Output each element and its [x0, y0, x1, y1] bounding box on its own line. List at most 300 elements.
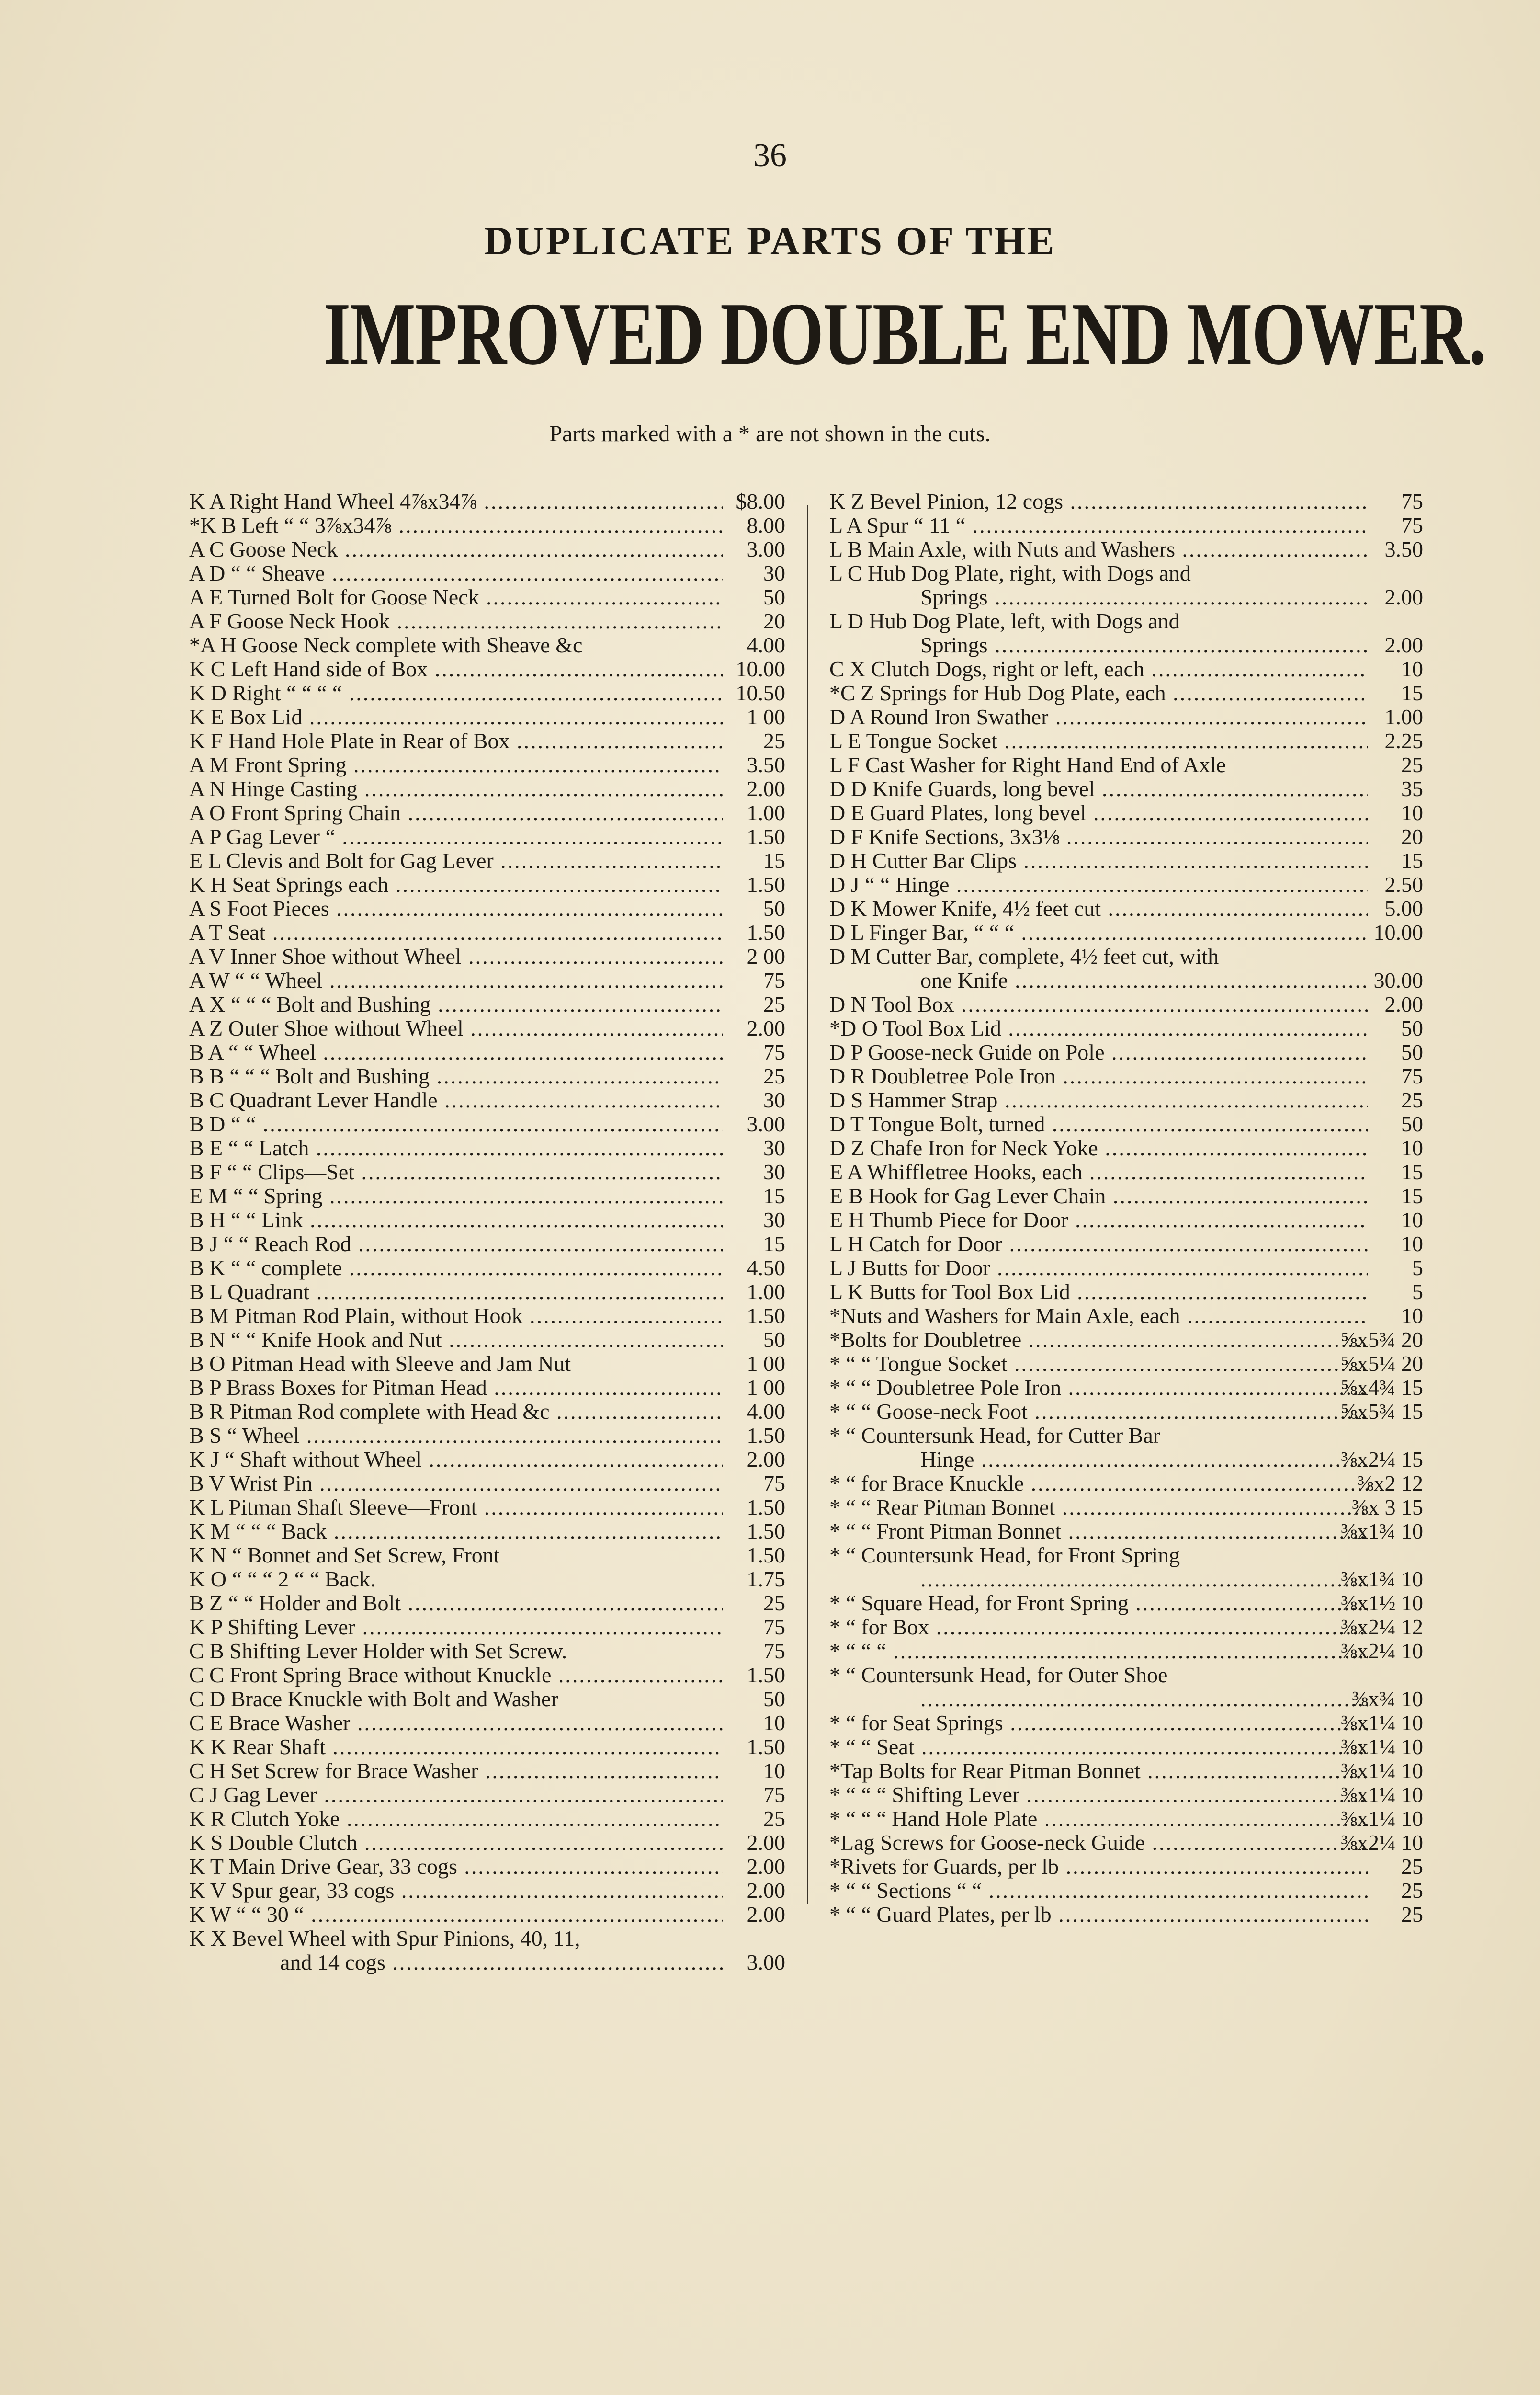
part-price: 5: [1412, 1255, 1423, 1280]
part-row: [829, 1807, 1423, 1831]
part-row: [189, 1088, 785, 1112]
part-row: [829, 1519, 1423, 1543]
part-row: [189, 1448, 785, 1471]
note-text: Parts marked with a * are not shown in the cuts.: [549, 421, 991, 446]
part-description: *D O Tool Box Lid .....: [829, 1016, 1368, 1040]
part-price: 10: [763, 1711, 785, 1735]
part-row: [829, 801, 1423, 825]
part-description: K D Right “ “ “ “ .....: [189, 681, 723, 705]
part-price: 4.50: [747, 1255, 785, 1280]
part-row: [189, 1112, 785, 1136]
part-row: [829, 1567, 1423, 1591]
part-price: 3.00: [747, 537, 785, 561]
part-price: 1.50: [747, 1303, 785, 1328]
part-price: 30.00: [1373, 968, 1423, 992]
part-row: [189, 1040, 785, 1064]
part-price: ⅜x2¼ 10: [1340, 1830, 1423, 1855]
part-row: [189, 657, 785, 681]
part-description: D H Cutter Bar Clips .....: [829, 849, 1368, 873]
part-description: D E Guard Plates, long bevel .....: [829, 801, 1368, 825]
part-description: K K Rear Shaft .....: [189, 1735, 723, 1759]
part-row: [829, 1232, 1423, 1256]
part-row: [189, 1064, 785, 1088]
part-description: B H “ “ Link .....: [189, 1208, 723, 1232]
part-row: [189, 1903, 785, 1927]
part-description: * “ “ “ Hand Hole Plate .....: [829, 1807, 1368, 1831]
part-row: [189, 1783, 785, 1807]
part-price: 10: [1401, 1232, 1423, 1256]
part-description: B D “ “ .....: [189, 1112, 723, 1136]
part-price: ⅜x2 12: [1357, 1471, 1423, 1495]
part-description: D N Tool Box .....: [829, 992, 1368, 1016]
part-row: [829, 1831, 1423, 1855]
part-price: 2.00: [747, 1447, 785, 1471]
part-row: [189, 490, 785, 513]
part-description: *Lag Screws for Goose-neck Guide .....: [829, 1831, 1368, 1855]
part-row: [189, 1759, 785, 1783]
part-description: K J “ Shaft without Wheel .....: [189, 1448, 723, 1471]
part-description: * “ “ “ .....: [829, 1639, 1368, 1663]
part-description: K O “ “ “ 2 “ “ Back.: [189, 1567, 376, 1591]
part-row: [189, 1016, 785, 1040]
part-description: B C Quadrant Lever Handle .....: [189, 1088, 723, 1112]
part-row: [829, 1400, 1423, 1424]
part-description: L C Hub Dog Plate, right, with Dogs and: [829, 561, 1191, 585]
part-row: [829, 513, 1423, 537]
part-description: [829, 1687, 1368, 1711]
part-price: 2.00: [1384, 992, 1423, 1016]
part-description: B V Wrist Pin .....: [189, 1471, 723, 1495]
part-description: E H Thumb Piece for Door .....: [829, 1208, 1368, 1232]
part-price: 1.75: [747, 1567, 785, 1591]
part-price: 1 00: [747, 1375, 785, 1400]
part-price: 75: [763, 1615, 785, 1639]
part-row: [189, 945, 785, 969]
part-description: A E Turned Bolt for Goose Neck .....: [189, 585, 723, 609]
part-row: [189, 849, 785, 873]
part-row: [189, 1687, 785, 1711]
part-row: [829, 1903, 1423, 1927]
part-row: [189, 1519, 785, 1543]
part-description: * “ Countersunk Head, for Front Spring: [829, 1543, 1180, 1567]
part-price: 2.00: [747, 1016, 785, 1040]
part-row: [829, 1783, 1423, 1807]
part-description: * “ Square Head, for Front Spring .....: [829, 1591, 1368, 1615]
part-row: [189, 825, 785, 849]
part-description: A P Gag Lever “ .....: [189, 825, 723, 849]
part-row: [829, 753, 1423, 777]
part-price: 4.00: [747, 1399, 785, 1424]
part-row: [829, 1711, 1423, 1735]
part-description: A S Foot Pieces .....: [189, 897, 723, 921]
part-price: 15: [1401, 1184, 1423, 1208]
part-row: [829, 1687, 1423, 1711]
part-price: 2.00: [747, 1902, 785, 1927]
part-row: [829, 657, 1423, 681]
part-description: C J Gag Lever .....: [189, 1783, 723, 1807]
part-price: 50: [1401, 1112, 1423, 1136]
column-divider: [807, 505, 808, 1904]
part-row: [189, 1855, 785, 1879]
part-row: [189, 1831, 785, 1855]
part-row: [189, 1711, 785, 1735]
part-price: 2.50: [1384, 872, 1423, 897]
part-price: 20: [763, 609, 785, 633]
part-description: Springs .....: [829, 633, 1368, 657]
part-price: 15: [1401, 681, 1423, 705]
part-price: 2.25: [1384, 729, 1423, 753]
part-price: 75: [1401, 489, 1423, 513]
part-price: 10: [1401, 1303, 1423, 1328]
part-price: 25: [763, 1064, 785, 1088]
part-price: ⅝x5¾ 15: [1340, 1399, 1423, 1424]
part-row: [829, 1471, 1423, 1495]
part-row: [189, 1352, 785, 1376]
part-price: 30: [763, 1136, 785, 1160]
part-row: [829, 1376, 1423, 1400]
part-row: [189, 777, 785, 801]
part-description: B N “ “ Knife Hook and Nut .....: [189, 1328, 723, 1352]
part-description: K V Spur gear, 33 cogs .....: [189, 1879, 723, 1903]
part-price: 25: [1401, 753, 1423, 777]
part-row: [829, 1328, 1423, 1352]
part-description: L B Main Axle, with Nuts and Washers .....: [829, 537, 1368, 561]
part-description: D D Knife Guards, long bevel .....: [829, 777, 1368, 801]
part-row: [189, 1160, 785, 1184]
part-description: B K “ “ complete .....: [189, 1256, 723, 1280]
part-row: [189, 1280, 785, 1304]
part-row: [829, 1280, 1423, 1304]
part-row: [829, 873, 1423, 897]
part-row: [829, 1160, 1423, 1184]
part-price: 10: [1401, 657, 1423, 681]
part-description: C H Set Screw for Brace Washer .....: [189, 1759, 723, 1783]
part-description: B P Brass Boxes for Pitman Head .....: [189, 1376, 723, 1400]
part-row: [829, 897, 1423, 921]
part-price: 1.50: [747, 1734, 785, 1759]
part-description: A O Front Spring Chain .....: [189, 801, 723, 825]
part-price: 25: [763, 729, 785, 753]
part-row: [189, 1136, 785, 1160]
part-description: C E Brace Washer .....: [189, 1711, 723, 1735]
part-price: 25: [1401, 1902, 1423, 1927]
part-row: [189, 1950, 785, 1974]
part-description: E M “ “ Spring .....: [189, 1184, 723, 1208]
part-description: A T Seat .....: [189, 921, 723, 945]
part-description: K A Right Hand Wheel 4⅞x34⅞ .....: [189, 490, 723, 513]
part-price: ⅜x1½ 10: [1340, 1591, 1423, 1615]
part-description: D F Knife Sections, 3x3⅛ .....: [829, 825, 1368, 849]
part-price: 30: [763, 1160, 785, 1184]
part-price: 5.00: [1384, 896, 1423, 921]
part-description: L A Spur “ 11 “ .....: [829, 513, 1368, 537]
part-description: A Z Outer Shoe without Wheel .....: [189, 1016, 723, 1040]
part-row: [829, 1424, 1423, 1448]
part-price: 1.50: [747, 872, 785, 897]
part-price: ⅝x5¾ 20: [1340, 1327, 1423, 1352]
part-price: 10: [1401, 1208, 1423, 1232]
part-row: [189, 537, 785, 561]
part-row: [189, 1591, 785, 1615]
part-row: [189, 1376, 785, 1400]
part-price: 15: [1401, 1160, 1423, 1184]
part-price: 50: [763, 1687, 785, 1711]
part-price: 15: [1401, 848, 1423, 873]
part-row: [829, 490, 1423, 513]
part-row: [829, 969, 1423, 992]
part-description: D L Finger Bar, “ “ “ .....: [829, 921, 1368, 945]
part-price: 2.00: [747, 1830, 785, 1855]
part-price: 15: [763, 848, 785, 873]
part-row: [189, 1208, 785, 1232]
part-price: ⅜x1¼ 10: [1340, 1806, 1423, 1831]
part-row: [829, 1591, 1423, 1615]
part-row: [189, 633, 785, 657]
part-price: 25: [763, 1591, 785, 1615]
part-row: [189, 1735, 785, 1759]
part-description: * “ Countersunk Head, for Cutter Bar: [829, 1424, 1161, 1448]
part-description: Springs .....: [829, 585, 1368, 609]
part-row: [189, 992, 785, 1016]
part-price: 1.50: [747, 1423, 785, 1448]
part-row: [829, 1448, 1423, 1471]
part-description: L D Hub Dog Plate, left, with Dogs and: [829, 609, 1180, 633]
part-description: * “ “ Tongue Socket .....: [829, 1352, 1368, 1376]
part-description: *Tap Bolts for Rear Pitman Bonnet .....: [829, 1759, 1368, 1783]
part-row: [189, 1424, 785, 1448]
part-description: *A H Goose Neck complete with Sheave &c: [189, 633, 583, 657]
part-description: L K Butts for Tool Box Lid .....: [829, 1280, 1368, 1304]
part-row: [829, 1088, 1423, 1112]
part-description: A X “ “ “ Bolt and Bushing .....: [189, 992, 723, 1016]
part-description: E A Whiffletree Hooks, each .....: [829, 1160, 1368, 1184]
part-row: [829, 777, 1423, 801]
part-description: A F Goose Neck Hook .....: [189, 609, 723, 633]
part-price: 30: [763, 1208, 785, 1232]
part-row: [829, 681, 1423, 705]
part-description: * “ “ Guard Plates, per lb .....: [829, 1903, 1368, 1927]
part-price: ⅜x2¼ 15: [1340, 1447, 1423, 1471]
part-description: B L Quadrant .....: [189, 1280, 723, 1304]
part-row: [189, 873, 785, 897]
part-description: K Z Bevel Pinion, 12 cogs .....: [829, 490, 1368, 513]
part-price: 10.00: [736, 657, 785, 681]
part-price: 2.00: [747, 1878, 785, 1903]
part-description: B Z “ “ Holder and Bolt .....: [189, 1591, 723, 1615]
header-title: IMPROVED DOUBLE END MOWER.: [324, 285, 1485, 383]
part-row: [829, 1735, 1423, 1759]
parts-list-right: [829, 490, 1423, 1927]
part-price: 1.00: [747, 1279, 785, 1304]
part-description: D R Doubletree Pole Iron .....: [829, 1064, 1368, 1088]
part-price: 10.00: [1373, 920, 1423, 945]
part-row: [189, 1615, 785, 1639]
part-price: 1.50: [747, 824, 785, 849]
part-description: K X Bevel Wheel with Spur Pinions, 40, 11,: [189, 1927, 580, 1950]
part-row: [189, 1495, 785, 1519]
part-row: [829, 1855, 1423, 1879]
part-description: L E Tongue Socket .....: [829, 729, 1368, 753]
part-price: 2.00: [747, 1854, 785, 1879]
part-description: *Nuts and Washers for Main Axle, each .....: [829, 1304, 1368, 1328]
part-row: [189, 513, 785, 537]
part-row: [829, 1495, 1423, 1519]
part-price: ⅜x1¾ 10: [1340, 1519, 1423, 1543]
part-price: 10.50: [736, 681, 785, 705]
part-description: D S Hammer Strap .....: [829, 1088, 1368, 1112]
part-price: 3.00: [747, 1950, 785, 1974]
part-price: 2.00: [1384, 633, 1423, 657]
part-price: 1.00: [1384, 705, 1423, 729]
part-description: * “ for Box .....: [829, 1615, 1368, 1639]
part-description: one Knife .....: [829, 969, 1368, 992]
part-price: ⅜x1¼ 10: [1340, 1734, 1423, 1759]
part-price: 1.50: [747, 1543, 785, 1567]
part-description: K E Box Lid .....: [189, 705, 723, 729]
part-price: 10: [1401, 800, 1423, 825]
part-description: D P Goose-neck Guide on Pole .....: [829, 1040, 1368, 1064]
part-price: 2.00: [747, 776, 785, 801]
part-row: [829, 1879, 1423, 1903]
part-price: 25: [763, 992, 785, 1016]
part-row: [189, 1927, 785, 1950]
part-row: [189, 897, 785, 921]
part-price: ⅜x1¾ 10: [1340, 1567, 1423, 1591]
part-price: 75: [1401, 513, 1423, 537]
part-description: * “ “ Goose-neck Foot .....: [829, 1400, 1368, 1424]
part-description: C D Brace Knuckle with Bolt and Washer: [189, 1687, 558, 1711]
part-price: 25: [763, 1806, 785, 1831]
part-row: [189, 801, 785, 825]
part-description: A C Goose Neck .....: [189, 537, 723, 561]
part-price: 1.50: [747, 1663, 785, 1687]
part-row: [829, 1064, 1423, 1088]
part-price: 1.50: [747, 1519, 785, 1543]
part-description: K N “ Bonnet and Set Screw, Front: [189, 1543, 500, 1567]
part-description: * “ “ Sections “ “ .....: [829, 1879, 1368, 1903]
part-price: $8.00: [736, 489, 785, 513]
part-price: 35: [1401, 776, 1423, 801]
parts-list-left: [189, 490, 785, 1974]
part-description: C B Shifting Lever Holder with Set Screw.: [189, 1639, 567, 1663]
part-row: [189, 561, 785, 585]
page-number: 36: [753, 137, 787, 174]
part-price: 3.50: [747, 753, 785, 777]
part-description: and 14 cogs .....: [189, 1950, 723, 1974]
part-price: 50: [1401, 1040, 1423, 1064]
part-price: 3.50: [1384, 537, 1423, 561]
part-description: D A Round Iron Swather .....: [829, 705, 1368, 729]
part-row: [829, 537, 1423, 561]
part-row: [829, 1256, 1423, 1280]
part-row: [189, 1232, 785, 1256]
part-description: D J “ “ Hinge .....: [829, 873, 1368, 897]
part-description: * “ “ “ Shifting Lever .....: [829, 1783, 1368, 1807]
part-price: 1.50: [747, 1495, 785, 1519]
part-row: [829, 1184, 1423, 1208]
part-price: 75: [763, 1639, 785, 1663]
part-description: L F Cast Washer for Right Hand End of Axle: [829, 753, 1226, 777]
part-row: [829, 1136, 1423, 1160]
part-price: 1.00: [747, 800, 785, 825]
part-row: [189, 1639, 785, 1663]
part-price: 75: [763, 1040, 785, 1064]
part-row: [189, 1256, 785, 1280]
part-description: B E “ “ Latch .....: [189, 1136, 723, 1160]
part-description: L H Catch for Door .....: [829, 1232, 1368, 1256]
part-price: ⅜x1¼ 10: [1340, 1782, 1423, 1807]
part-row: [829, 705, 1423, 729]
part-description: *Bolts for Doubletree .....: [829, 1328, 1368, 1352]
part-description: D M Cutter Bar, complete, 4½ feet cut, with: [829, 945, 1219, 969]
part-price: ⅜x2¼ 10: [1340, 1639, 1423, 1663]
part-price: 20: [1401, 824, 1423, 849]
part-price: 1 00: [747, 705, 785, 729]
part-row: [189, 969, 785, 992]
part-description: B S “ Wheel .....: [189, 1424, 723, 1448]
part-price: 50: [763, 1327, 785, 1352]
part-price: 3.00: [747, 1112, 785, 1136]
part-row: [829, 945, 1423, 969]
part-price: 5: [1412, 1279, 1423, 1304]
part-description: E L Clevis and Bolt for Gag Lever .....: [189, 849, 723, 873]
part-description: K T Main Drive Gear, 33 cogs .....: [189, 1855, 723, 1879]
part-description: A N Hinge Casting .....: [189, 777, 723, 801]
part-description: B B “ “ “ Bolt and Bushing .....: [189, 1064, 723, 1088]
part-price: 10: [763, 1758, 785, 1783]
part-description: *C Z Springs for Hub Dog Plate, each .....: [829, 681, 1368, 705]
part-price: 8.00: [747, 513, 785, 537]
part-description: * “ “ Seat .....: [829, 1735, 1368, 1759]
part-row: [829, 585, 1423, 609]
header-subtitle: DUPLICATE PARTS OF THE: [484, 219, 1056, 263]
part-description: * “ “ Front Pitman Bonnet .....: [829, 1519, 1368, 1543]
part-row: [189, 585, 785, 609]
part-price: 50: [1401, 1016, 1423, 1040]
part-row: [829, 1208, 1423, 1232]
part-description: B R Pitman Rod complete with Head &c .....: [189, 1400, 723, 1424]
part-row: [189, 609, 785, 633]
part-row: [829, 1615, 1423, 1639]
part-price: ⅜x¾ 10: [1351, 1687, 1423, 1711]
part-description: A W “ “ Wheel .....: [189, 969, 723, 992]
part-description: B F “ “ Clips—Set .....: [189, 1160, 723, 1184]
part-description: D T Tongue Bolt, turned .....: [829, 1112, 1368, 1136]
part-row: [189, 705, 785, 729]
part-row: [189, 921, 785, 945]
part-description: K L Pitman Shaft Sleeve—Front .....: [189, 1495, 723, 1519]
part-row: [189, 1879, 785, 1903]
part-description: K H Seat Springs each .....: [189, 873, 723, 897]
part-row: [189, 1400, 785, 1424]
part-price: 50: [763, 585, 785, 609]
part-price: ⅝x5¼ 20: [1340, 1351, 1423, 1376]
part-row: [829, 825, 1423, 849]
part-description: K M “ “ “ Back .....: [189, 1519, 723, 1543]
part-description: B O Pitman Head with Sleeve and Jam Nut: [189, 1352, 571, 1376]
part-row: [189, 729, 785, 753]
part-row: [829, 1112, 1423, 1136]
part-price: ⅜x1¼ 10: [1340, 1758, 1423, 1783]
part-price: 10: [1401, 1136, 1423, 1160]
part-description: *K B Left “ “ 3⅞x34⅞ .....: [189, 513, 723, 537]
part-description: B J “ “ Reach Rod .....: [189, 1232, 723, 1256]
part-row: [829, 729, 1423, 753]
part-row: [829, 633, 1423, 657]
part-description: K P Shifting Lever .....: [189, 1615, 723, 1639]
part-description: *Rivets for Guards, per lb .....: [829, 1855, 1368, 1879]
part-price: 25: [1401, 1854, 1423, 1879]
